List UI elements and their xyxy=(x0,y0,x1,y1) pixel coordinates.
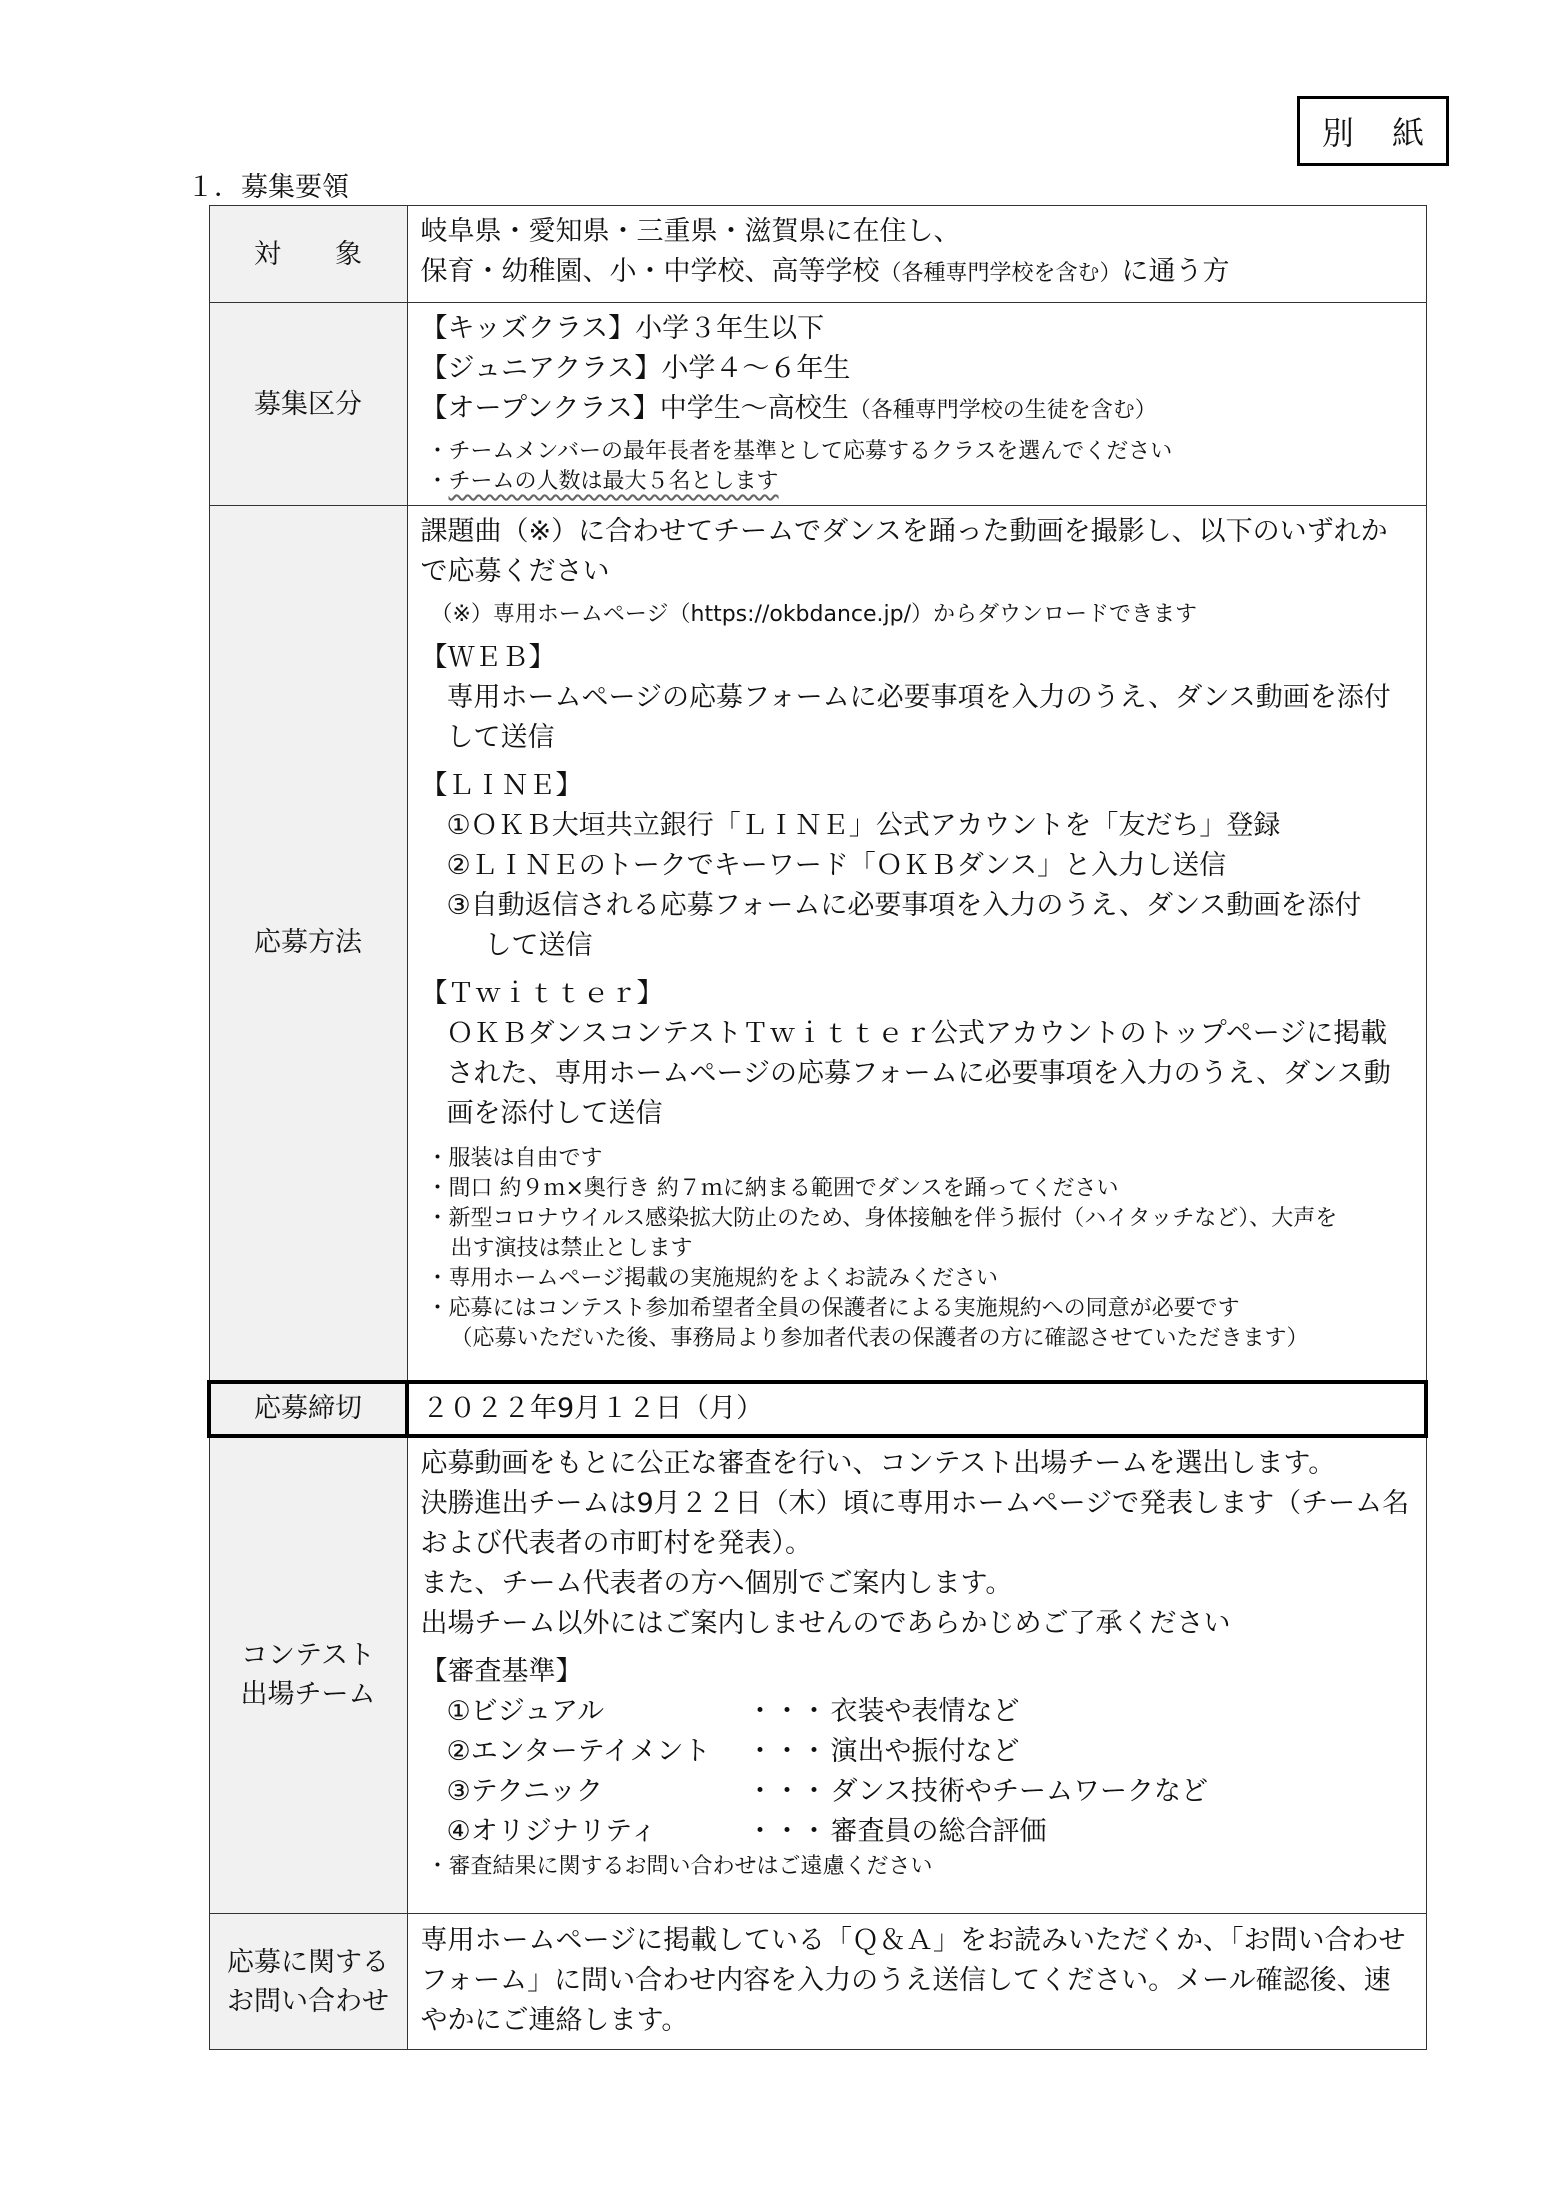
label-category xyxy=(209,303,407,506)
method-note: ・新型コロナウイルス感染拡大防止のため、身体接触を伴う振付（ハイタッチなど）、大声を xyxy=(426,1206,1338,1231)
category-note1: ・チームメンバーの最年長者を基準として応募するクラスを選んでください xyxy=(426,439,1173,464)
method-note: 出す演技は禁止とします xyxy=(450,1236,693,1261)
category-note2: ・チームの人数は最大５名とします xyxy=(426,469,779,494)
row-deadline xyxy=(209,1382,1426,1436)
row-target xyxy=(209,206,1426,303)
twitter-heading: 【Ｔｗｉｔｔｅｒ】 xyxy=(420,978,664,1009)
contest-note: ・審査結果に関するお問い合わせはご遠慮ください xyxy=(426,1853,933,1879)
label-deadline-text: 応募締切 xyxy=(254,1393,362,1424)
content-inquiry xyxy=(407,1914,1426,2050)
class-junior: 【ジュニアクラス】小学４～６年生 xyxy=(420,353,851,384)
row-contest xyxy=(209,1436,1426,1914)
label-deadline xyxy=(209,1382,407,1436)
method-note: （応募いただいた後、事務局より参加者代表の保護者の方に確認させていただきます） xyxy=(450,1326,1309,1351)
criteria-item: ③テクニック ・・・ ダンス技術やチームワークなど xyxy=(446,1775,1208,1807)
method-intro: 課題曲（※）に合わせてチームでダンスを踊った動画を撮影し、以下のいずれかで応募ください xyxy=(420,516,1388,587)
label-contest-line2: 出場チーム xyxy=(240,1679,376,1711)
label-method xyxy=(209,506,407,1382)
class-kids: 【キッズクラス】小学３年生以下 xyxy=(420,313,825,344)
contest-p3: また、チーム代表者の方へ個別でご案内します。 xyxy=(420,1567,1013,1599)
criteria-item: ②エンターテイメント ・・・ 演出や振付など xyxy=(446,1735,1020,1767)
section-title: １．募集要領 xyxy=(187,172,349,203)
class-open: 【オープンクラス】中学生～高校生（各種専門学校の生徒を含む） xyxy=(420,393,1157,424)
method-note: ・服装は自由です xyxy=(426,1146,603,1171)
method-ref: （※）専用ホームページ（https://okbdance.jp/）からダウンロードできます xyxy=(430,602,1198,627)
contest-p1: 応募動画をもとに公正な審査を行い、コンテスト出場チームを選出します。 xyxy=(420,1447,1336,1479)
web-text: 専用ホームページの応募フォームに必要事項を入力のうえ、ダンス動画を添付して送信 xyxy=(446,682,1391,753)
label-category-text: 募集区分 xyxy=(254,388,362,420)
label-method-text: 応募方法 xyxy=(254,927,362,959)
inquiry-text: 専用ホームページに掲載している「Ｑ＆Ａ」をお読みいただくか、「お問い合わせフォーム」に問い合わせ内容を入力のうえ送信してください。メール確認後、速やかにご連絡します。 xyxy=(420,1924,1406,2036)
label-target xyxy=(209,206,407,303)
criteria-item: ④オリジナリティ ・・・ 審査員の総合評価 xyxy=(446,1815,1047,1847)
criteria-heading: 【審査基準】 xyxy=(420,1655,583,1687)
criteria-item: ①ビジュアル ・・・ 衣装や表情など xyxy=(446,1695,1020,1727)
row-inquiry xyxy=(209,1914,1426,2050)
label-inquiry xyxy=(209,1914,407,2050)
method-note: ・応募にはコンテスト参加希望者全員の保護者による実施規約への同意が必要です xyxy=(426,1296,1240,1321)
line-heading: 【ＬＩＮＥ】 xyxy=(420,770,583,801)
method-note: ・専用ホームページ掲載の実施規約をよくお読みください xyxy=(426,1266,999,1291)
line-step3b: して送信 xyxy=(484,930,593,961)
target-line2: 保育・幼稚園、小・中学校、高等学校（各種専門学校を含む）に通う方 xyxy=(420,256,1230,287)
row-method xyxy=(209,506,1426,1382)
target-line1: 岐阜県・愛知県・三重県・滋賀県に在住し、 xyxy=(420,216,961,247)
label-target-text: 対 象 xyxy=(254,238,362,270)
label-contest-line1: コンテスト xyxy=(241,1640,375,1672)
twitter-text: ＯＫＢダンスコンテストＴｗｉｔｔｅｒ公式アカウントのトップページに掲載された、専用ホームページの応募フォームに必要事項を入力のうえ、ダンス動画を添付して送信 xyxy=(446,1018,1391,1129)
line-step3a: ③自動返信される応募フォームに必要事項を入力のうえ、ダンス動画を添付 xyxy=(446,890,1362,921)
content-deadline xyxy=(407,1382,1426,1436)
line-step2: ②ＬＩＮＥのトークでキーワード「ＯＫＢダンス」と入力し送信 xyxy=(446,850,1227,881)
content-target xyxy=(407,206,1426,303)
content-method xyxy=(407,506,1426,1382)
content-category xyxy=(407,303,1426,506)
recruitment-table xyxy=(207,205,1428,2050)
attachment-label: 別 紙 xyxy=(1297,96,1449,166)
label-inquiry-line2: お問い合わせ xyxy=(227,1985,389,2017)
line-step1: ①ＯＫＢ大垣共立銀行「ＬＩＮＥ」公式アカウントを「友だち」登録 xyxy=(446,810,1281,841)
label-contest xyxy=(209,1436,407,1914)
content-contest xyxy=(407,1436,1426,1914)
method-notes xyxy=(421,1144,1414,1354)
method-note: ・間口 約９ｍ×奥行き 約７ｍに納まる範囲でダンスを踊ってください xyxy=(426,1176,1119,1201)
web-heading: 【ＷＥＢ】 xyxy=(420,642,556,673)
deadline-value: ２０２２年9月１２日（月） xyxy=(422,1392,764,1424)
row-category xyxy=(209,303,1426,506)
contest-p2: 決勝進出チームは9月２２日（木）頃に専用ホームページで発表します（チーム名および代表者の市町村を発表）。 xyxy=(420,1487,1410,1559)
label-inquiry-line1: 応募に関する xyxy=(227,1946,389,1978)
contest-p4: 出場チーム以外にはご案内しませんのであらかじめご了承ください xyxy=(420,1607,1231,1639)
